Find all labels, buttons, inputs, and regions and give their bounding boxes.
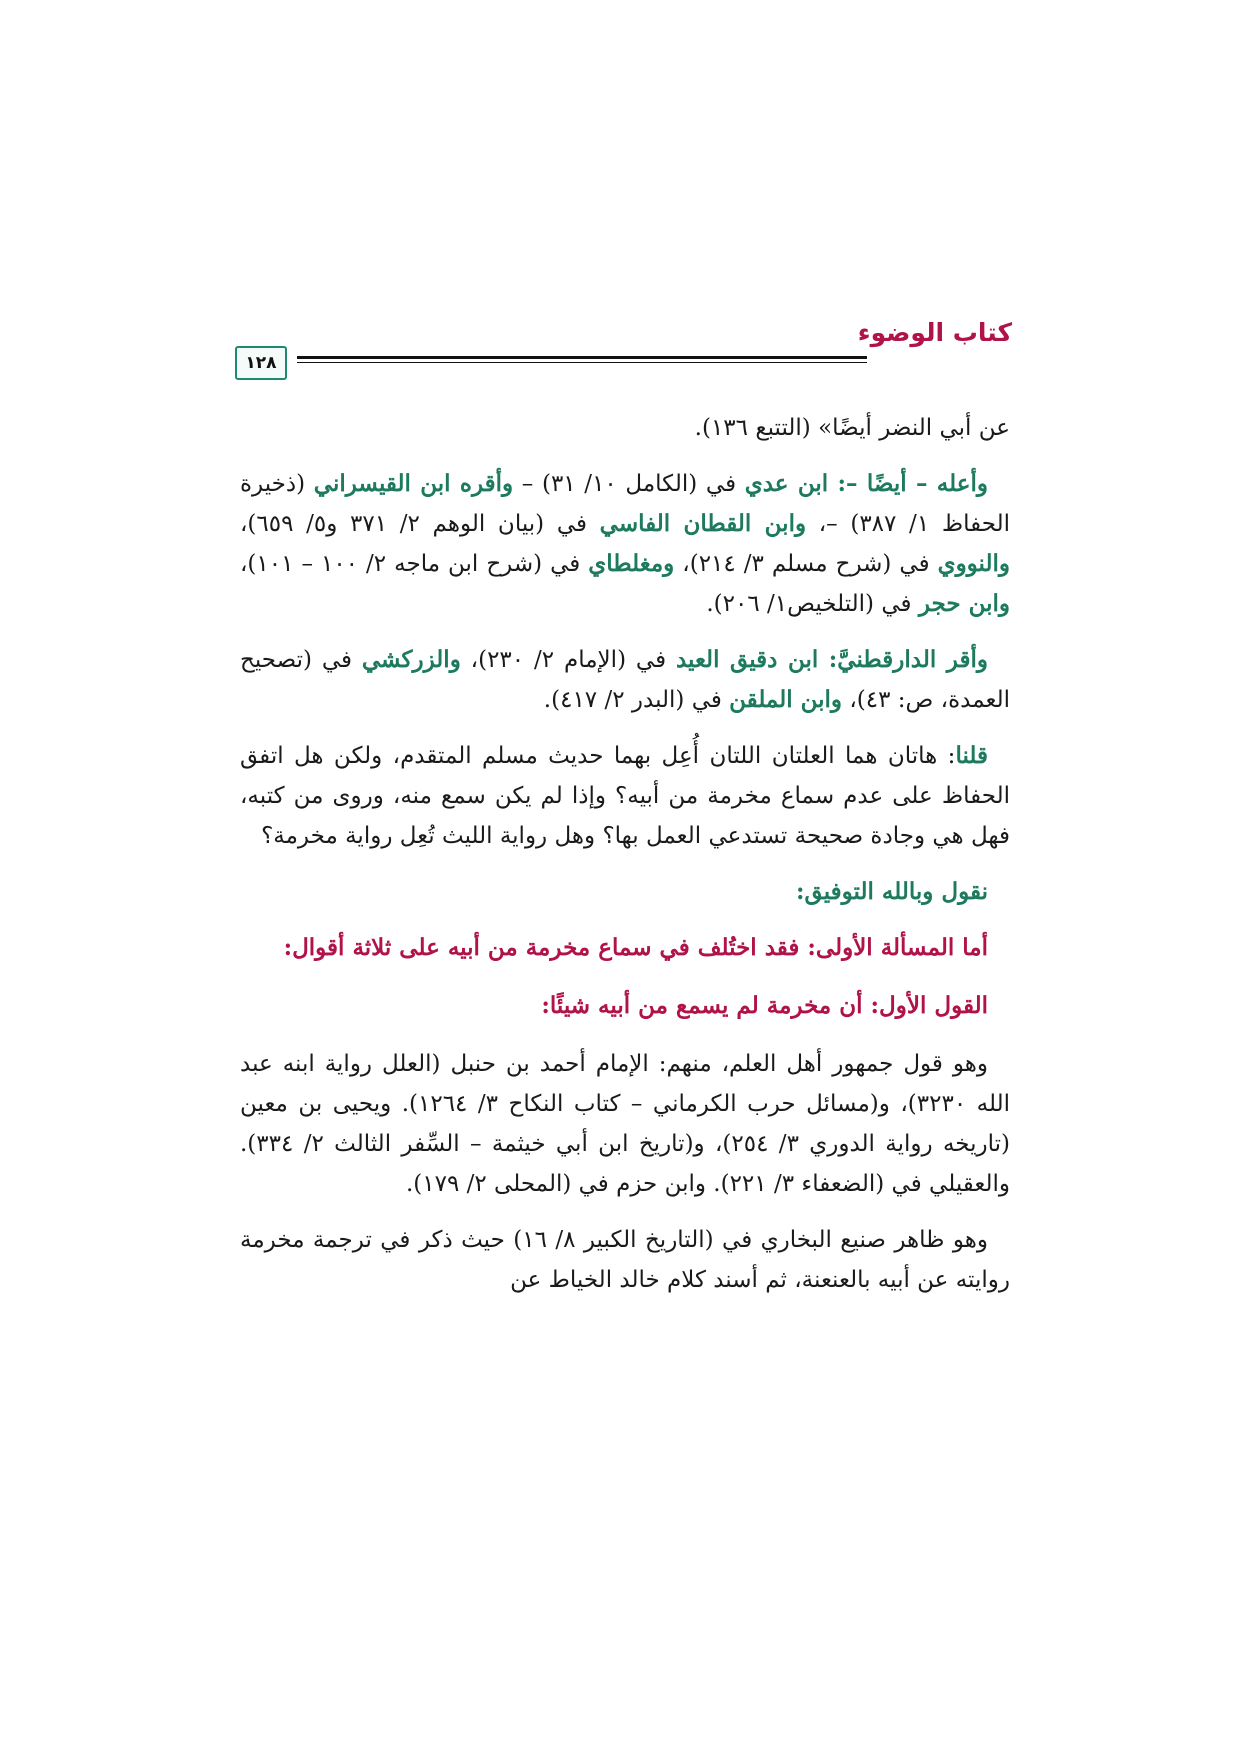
heading-first-opinion: القول الأول: أن مخرمة لم يسمع من أبيه شيئًا: (541, 992, 988, 1019)
name-ibn-adi: وأعله – أيضًا –: ابن عدي (744, 470, 988, 497)
header-rule (297, 356, 867, 363)
name-ibn-alqaysarani: وأقره ابن القيسراني (313, 470, 514, 497)
name-ibn-alqattan: وابن القطان الفاسي (599, 510, 807, 537)
paragraph-2 (240, 464, 1010, 624)
ref-text: في (الكامل ١٠/ ٣١) – (513, 471, 745, 497)
paragraph-1: عن أبي النضر أيضًا» (التتبع ١٣٦). (694, 415, 1010, 441)
page-number-box (235, 346, 287, 380)
qulna-label: قلنا (955, 742, 988, 769)
ref-text: في (التلخيص١/ ٢٠٦). (706, 591, 919, 617)
paragraph-3 (240, 640, 1010, 720)
name-ibn-hajar: وابن حجر (918, 590, 1010, 617)
page-number: ١٢٨ (245, 353, 277, 373)
paragraph-7: وهو ظاهر صنيع البخاري في (التاريخ الكبير ٨/ ١٦) حيث ذكر في ترجمة مخرمة روايته عن أبيه بالعنعنة، ثم أسند كلام خالد الخياط عن (240, 1227, 1010, 1293)
ref-text: في (تصحيح العمدة، ص: ٤٣)، (240, 647, 1010, 713)
paragraph-4-text: : هاتان هما العلتان اللتان أُعِل بهما حديث مسلم المتقدم، ولكن هل اتفق الحفاظ على عدم سماع مخرمة من أبيه؟ وإذا لم يكن سمع منه، وروى من كتبه، فهل هي وجادة صحيحة تستدعي العمل بها؟ وهل رواية الليث تُعِل رواية مخرمة؟ (240, 743, 1010, 849)
page-header (235, 318, 1012, 373)
ref-text: في (البدر ٢/ ٤١٧). (543, 687, 730, 713)
ref-text: في (الإمام ٢/ ٢٣٠)، (460, 647, 676, 673)
paragraph-5: نقول وبالله التوفيق: (796, 878, 988, 905)
paragraph-4 (240, 736, 1010, 856)
ref-text: في (شرح ابن ماجه ٢/ ١٠٠ – ١٠١)، (240, 551, 589, 577)
ref-text: في (بيان الوهم ٢/ ٣٧١ و٥/ ٦٥٩)، (240, 511, 600, 537)
ref-text: في (شرح مسلم ٣/ ٢١٤)، (674, 551, 938, 577)
book-title: كتاب الوضوء (857, 318, 1012, 347)
text-body (240, 408, 1010, 1316)
name-nawawi: والنووي (937, 550, 1010, 577)
heading-first-issue: أما المسألة الأولى: فقد اختُلف في سماع مخرمة من أبيه على ثلاثة أقوال: (283, 934, 988, 961)
paragraph-6: وهو قول جمهور أهل العلم، منهم: الإمام أحمد بن حنبل (العلل رواية ابنه عبد الله ٣٢٣٠)، و(مسائل حرب الكرماني – كتاب النكاح ٣/ ١٢٦٤). ويحيى بن معين (تاريخه رواية الدوري ٣/ ٢٥٤)، و(تاريخ ابن أبي خيثمة – السِّفر الثالث ٢/ ٣٣٤). والعقيلي في (الضعفاء ٣/ ٢٢١). وابن حزم في (المحلى ٢/ ١٧٩). (240, 1051, 1011, 1197)
name-mughaltay: ومغلطاي (588, 550, 675, 577)
name-ibn-daqiq: وأقر الدارقطنيَّ: ابن دقيق العيد (675, 646, 988, 673)
name-zarkashi: والزركشي (361, 646, 461, 673)
ref-text: (ذخيرة الحفاظ ١/ ٣٨٧) –، (240, 471, 1010, 537)
name-ibn-almulaqqin: وابن الملقن (729, 686, 843, 713)
